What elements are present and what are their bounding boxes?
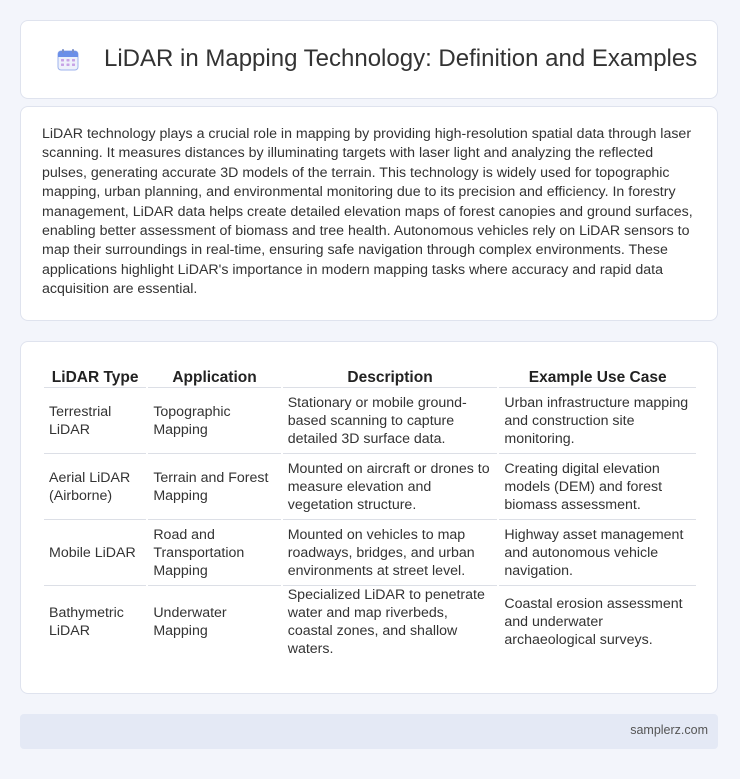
footer-bar bbox=[20, 714, 718, 749]
table-row bbox=[44, 520, 696, 586]
table-cell: Terrain and Forest Mapping bbox=[148, 454, 280, 520]
table-cell: Aerial LiDAR (Airborne) bbox=[44, 454, 146, 520]
table-cell: Highway asset management and autonomous vehicle navigation. bbox=[499, 520, 696, 586]
header-card bbox=[20, 20, 718, 99]
column-header: Description bbox=[283, 363, 498, 388]
table-cell: Stationary or mobile ground-based scanning to capture detailed 3D surface data. bbox=[283, 388, 498, 454]
intro-paragraph: LiDAR technology plays a crucial role in mapping by providing high-resolution spatial data through laser scanning. It measures distances by illuminating targets with laser light and analyzing the reflected pulses, generating accurate 3D models of the terrain. This technology is widely used for topographic mapping, urban planning, and environmental monitoring due to its precision and efficiency. In forestry management, LiDAR data helps create detailed elevation maps of forest canopies and ground surfaces, enabling better assessment of biomass and tree health. Autonomous vehicles rely on LiDAR sensors to map their surroundings in real-time, ensuring safe navigation through complex environments. These applications highlight LiDAR's importance in modern mapping tasks where accuracy and rapid data acquisition are essential. bbox=[42, 126, 693, 298]
intro-card bbox=[20, 106, 718, 321]
table-row bbox=[44, 454, 696, 520]
table-cell: Road and Transportation Mapping bbox=[148, 520, 280, 586]
table-cell: Topographic Mapping bbox=[148, 388, 280, 454]
table-cell: Specialized LiDAR to penetrate water and map riverbeds, coastal zones, and shallow waters. bbox=[287, 587, 485, 657]
table-row bbox=[44, 586, 696, 658]
column-header: Example Use Case bbox=[499, 363, 696, 388]
table-cell: Bathymetric LiDAR bbox=[49, 605, 124, 639]
table-cell: Urban infrastructure mapping and construction site monitoring. bbox=[499, 388, 696, 454]
lidar-table bbox=[42, 363, 698, 658]
page-title: LiDAR in Mapping Technology: Definition and Examples bbox=[104, 45, 698, 72]
table-cell: Creating digital elevation models (DEM) and forest biomass assessment. bbox=[499, 454, 696, 520]
table-row bbox=[44, 388, 696, 454]
footer-site-link[interactable]: samplerz.com bbox=[630, 723, 708, 737]
table-cell: Terrestrial LiDAR bbox=[44, 388, 146, 454]
column-header: LiDAR Type bbox=[44, 363, 146, 388]
column-header: Application bbox=[148, 363, 280, 388]
table-cell: Mobile LiDAR bbox=[44, 520, 146, 586]
table-card bbox=[20, 341, 718, 694]
calendar-icon bbox=[56, 48, 80, 72]
table-cell: Mounted on aircraft or drones to measure elevation and vegetation structure. bbox=[283, 454, 498, 520]
table-header-row bbox=[44, 363, 696, 388]
table-cell: Mounted on vehicles to map roadways, bridges, and urban environments at street level. bbox=[283, 520, 498, 586]
table-cell: Underwater Mapping bbox=[153, 605, 227, 639]
table-cell: Coastal erosion assessment and underwater archaeological surveys. bbox=[504, 596, 683, 648]
